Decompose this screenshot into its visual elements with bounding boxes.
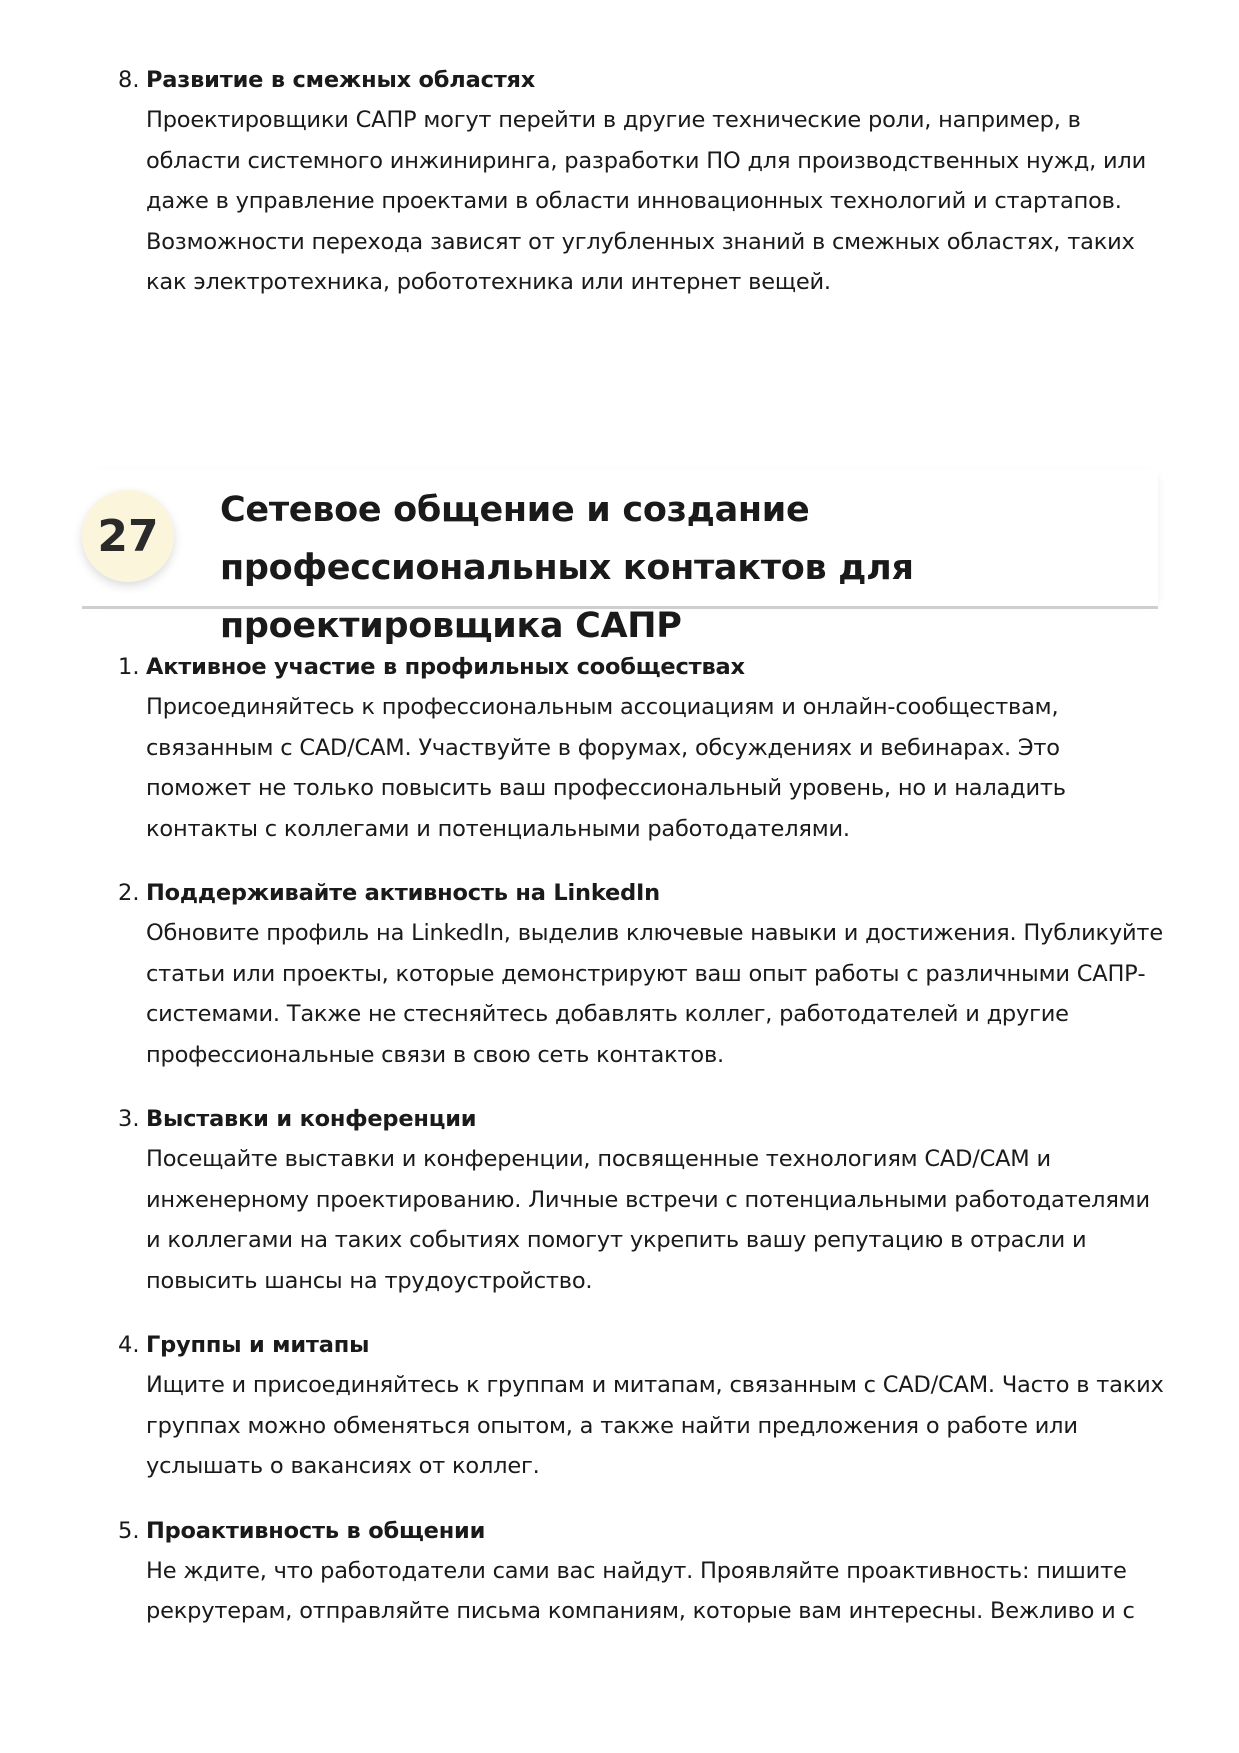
item-title: Развитие в смежных областях [146, 67, 536, 93]
previous-section [0, 60, 1239, 303]
item-title: Активное участие в профильных сообществах [146, 654, 745, 680]
chapter-title: Сетевое общение и создание профессиональных контактов для проектировщика САПР [220, 490, 914, 646]
item-title: Группы и митапы [146, 1332, 370, 1358]
item-body: Проектировщики САПР могут перейти в другие технические роли, например, в области системного инжиниринга, разработки ПО для производственных нужд, или даже в управление проектами в области инновационных технологий и стартапов. Возможности перехода зависят от углубленных знаний в смежных областях, таких как электротехника, робототехника или интернет вещей. [146, 107, 1147, 295]
chapter-number-badge: 27 [82, 490, 174, 582]
list-item [0, 1325, 1239, 1487]
item-number: 3. [118, 1106, 140, 1132]
item-title: Поддерживайте активность на LinkedIn [146, 880, 660, 906]
item-body: Посещайте выставки и конференции, посвященные технологиям CAD/CAM и инженерному проектированию. Личные встречи с потенциальными работодателями и коллегами на таких событиях помогут укрепить вашу репутацию в отрасли и повысить шансы на трудоустройство. [146, 1146, 1150, 1294]
item-body: Присоединяйтесь к профессиональным ассоциациям и онлайн-сообществам, связанным с CAD/CAM. Участвуйте в форумах, обсуждениях и вебинарах. Это поможет не только повысить ваш профессиональный уровень, но и наладить контакты с коллегами и потенциальными работодателями. [146, 694, 1066, 842]
item-number: 5. [118, 1517, 140, 1544]
item-title: Выставки и конференции [146, 1106, 477, 1132]
item-body: Обновите профиль на LinkedIn, выделив ключевые навыки и достижения. Публикуйте статьи или проекты, которые демонстрируют ваш опыт работы с различными САПР-системами. Также не стесняйтесь добавлять коллег, работодателей и другие профессиональные связи в свою сеть контактов. [146, 920, 1163, 1068]
item-body: Ищите и присоединяйтесь к группам и митапам, связанным с CAD/CAM. Часто в таких группах можно обменяться опытом, а также найти предложения о работе или услышать о вакансиях от коллег. [146, 1372, 1164, 1479]
list-item [0, 873, 1239, 1075]
previous-list [0, 60, 1239, 303]
item-number: 1. [118, 654, 140, 680]
numbered-list [0, 647, 1239, 1632]
list-item [0, 1511, 1239, 1632]
list-item [0, 60, 1239, 303]
item-body: Не ждите, что работодатели сами вас найдут. Проявляйте проактивность: пишите рекрутерам, отправляйте письма компаниям, которые вам интересны. Вежливо и с [146, 1557, 1135, 1624]
chapter-header [82, 470, 1158, 646]
chapter-content [0, 647, 1239, 1656]
item-number: 8. [118, 67, 140, 93]
list-item [0, 647, 1239, 849]
item-title: Проактивность в общении [146, 1517, 486, 1544]
item-number: 4. [118, 1332, 140, 1358]
list-item [0, 1099, 1239, 1301]
item-number: 2. [118, 880, 140, 906]
